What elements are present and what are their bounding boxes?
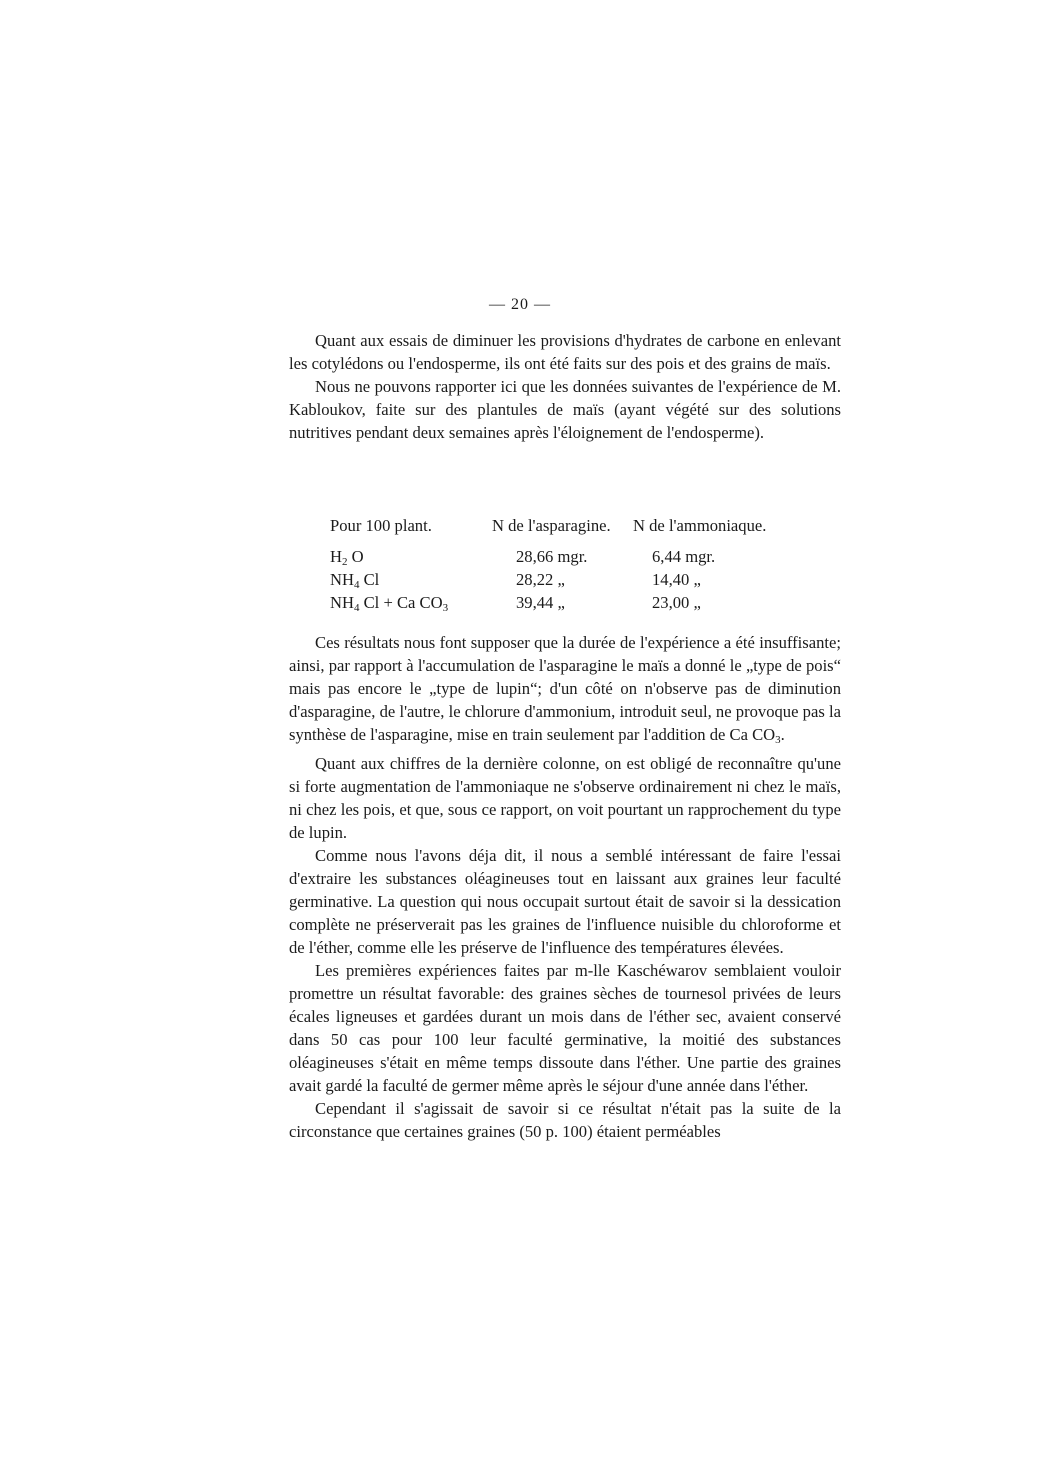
table-row [330, 591, 820, 614]
ammoniaque-value: 23,00 „ [652, 593, 701, 612]
paragraph-results: Ces résultats nous font supposer que la durée de l'expérience a été insuffisante; ainsi, par rapport à l'accumulation de l'asparagine le maïs a donné le „type de pois“ mais pas encore le „type de lupin“; d'un côté on n'observe pas de diminution d'asparagine, de l'autre, le chlorure d'ammonium, introduit seul, ne provoque pas la synthèse de l'asparagine, mise en train seulement par l'addition de Ca $CO_3$. [289, 633, 841, 746]
intro-text [289, 329, 841, 444]
table-row-label: $NH_4$ Cl [330, 570, 380, 591]
table-header-row [330, 514, 820, 545]
ammoniaque-value: 6,44 mgr. [652, 547, 716, 566]
table-row [330, 568, 820, 591]
table-row-label: $NH_4$ Cl + Ca $CO_3$ [330, 593, 449, 614]
paragraph-body-2: Comme nous l'avons déja dit, il nous a semblé intéressant de faire l'essai d'extraire les substances oléagineuses tout en laissant aux graines leur faculté germinative. La question qui nous occupait surtout était de savoir si la dessication complète ne préserverait pas les graines de l'influence nuisible du chloroforme et de l'éther, comme elle les préserve de l'influence des températures élevées. [289, 846, 841, 957]
data-table [330, 514, 820, 614]
asparagine-value: 28,66 mgr. [516, 547, 588, 566]
table-row-label: $H_2$ O [330, 547, 364, 568]
paragraph-body-1: Quant aux chiffres de la dernière colonne, on est obligé de reconnaître qu'une si forte augmentation de l'ammoniaque ne s'observe ordinairement ni chez le maïs, ni chez les pois, et que, sous ce rapport, on voit pourtant un rapprochement du type de lupin. [289, 754, 841, 842]
ammoniaque-value: 14,40 „ [652, 570, 701, 589]
table-header-cell: Pour 100 plant. [330, 516, 432, 535]
table-header-cell: N de l'ammoniaque. [633, 516, 767, 535]
paragraph-intro-2: Nous ne pouvons rapporter ici que les données suivantes de l'expérience de M. Kabloukov, faite sur des plantules de maïs (ayant végété sur des solutions nutritives pendant deux semaines après l'éloignement de l'endosperme). [289, 377, 841, 442]
page-number: — 20 — [489, 296, 551, 313]
paragraph-body-4: Cependant il s'agissait de savoir si ce résultat n'était pas la suite de la circonstance que certaines graines (50 p. 100) étaient perméables [289, 1099, 841, 1141]
body-text [289, 631, 841, 1143]
table-header-cell: N de l'asparagine. [492, 516, 611, 535]
paragraph-intro-1: Quant aux essais de diminuer les provisions d'hydrates de carbone en enlevant les cotylédons ou l'endosperme, ils ont été faits sur des pois et des grains de maïs. [289, 331, 841, 373]
asparagine-value: 39,44 „ [516, 593, 565, 612]
asparagine-value: 28,22 „ [516, 570, 565, 589]
paragraph-body-3: Les premières expériences faites par m-lle Kaschéwarov semblaient vouloir promettre un résultat favorable: des graines sèches de tournesol privées de leurs écales ligneuses et gardées durant un mois dans de l'éther sec, avaient conservé dans 50 cas pour 100 leur faculté germinative, la moitié des substances oléagineuses s'était en même temps dissoute dans l'éther. Une partie des graines avait gardé la faculté de germer même après le séjour d'une année dans l'éther. [289, 961, 841, 1095]
table-row [330, 545, 820, 568]
